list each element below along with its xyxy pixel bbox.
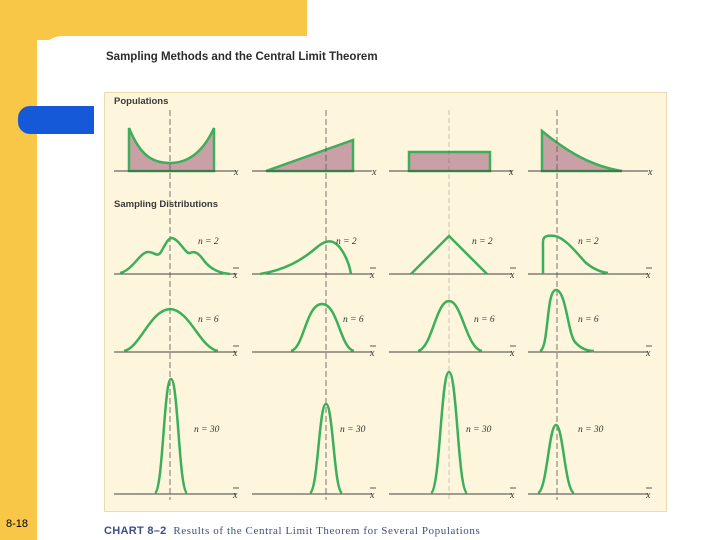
- xbar-n2-col4: x: [646, 270, 651, 281]
- population-triangular-axis-label: x: [372, 167, 377, 178]
- label-n30-col1: n = 30: [194, 425, 220, 435]
- xbar-n30-col4: x: [646, 490, 651, 501]
- sampling-row-n6: [114, 290, 652, 359]
- curve-n6-col2: [291, 304, 354, 351]
- figure-title: Sampling Methods and the Central Limit Theorem: [106, 51, 378, 63]
- population-triangular-fill: [266, 140, 353, 171]
- curve-n30-col4: [538, 425, 574, 493]
- page-number: 8-18: [6, 518, 29, 530]
- xbar-n6-col1: x: [233, 348, 238, 359]
- label-n2-col4: n = 2: [578, 237, 599, 247]
- caption-text: Results of the Central Limit Theorem for Several Populations: [173, 525, 481, 537]
- label-n2-col1: n = 2: [198, 237, 219, 247]
- label-n6-col4: n = 6: [578, 315, 599, 325]
- label-n2-col3: n = 2: [472, 237, 493, 247]
- xbar-n6-col2: x: [370, 348, 375, 359]
- caption-label: CHART 8–2: [104, 525, 167, 537]
- sampling-distributions-grid: [114, 236, 652, 501]
- xbar-n30-col3: x: [510, 490, 515, 501]
- label-n6-col2: n = 6: [343, 315, 364, 325]
- populations-heading: Populations: [114, 96, 169, 107]
- label-n2-col2: n = 2: [336, 237, 357, 247]
- label-n6-col3: n = 6: [474, 315, 495, 325]
- population-u-shaped-fill: [129, 128, 214, 171]
- population-exponential-axis-label: x: [648, 167, 653, 178]
- xbar-n2-col3: x: [510, 270, 515, 281]
- label-n6-col1: n = 6: [198, 315, 219, 325]
- label-n30-col2: n = 30: [340, 425, 366, 435]
- xbar-n2-col1: x: [233, 270, 238, 281]
- xbar-n6-col4: x: [646, 348, 651, 359]
- population-uniform-fill: [409, 152, 490, 171]
- curve-n6-col3: [418, 301, 482, 351]
- label-n30-col4: n = 30: [578, 425, 604, 435]
- sampling-row-n30: [114, 372, 652, 501]
- population-u-axis-label: x: [234, 167, 239, 178]
- xbar-n2-col2: x: [370, 270, 375, 281]
- xbar-n30-col2: x: [370, 490, 375, 501]
- xbar-n6-col3: x: [510, 348, 515, 359]
- population-exponential-fill: [542, 131, 622, 171]
- figure-caption: [104, 525, 480, 537]
- sampling-distributions-heading: Sampling Distributions: [114, 199, 218, 210]
- populations-row: [114, 110, 653, 500]
- sampling-row-n2: [114, 236, 652, 281]
- curve-n30-col1: [155, 379, 187, 493]
- population-uniform-axis-label: x: [509, 167, 514, 178]
- label-n30-col3: n = 30: [466, 425, 492, 435]
- xbar-n30-col1: x: [233, 490, 238, 501]
